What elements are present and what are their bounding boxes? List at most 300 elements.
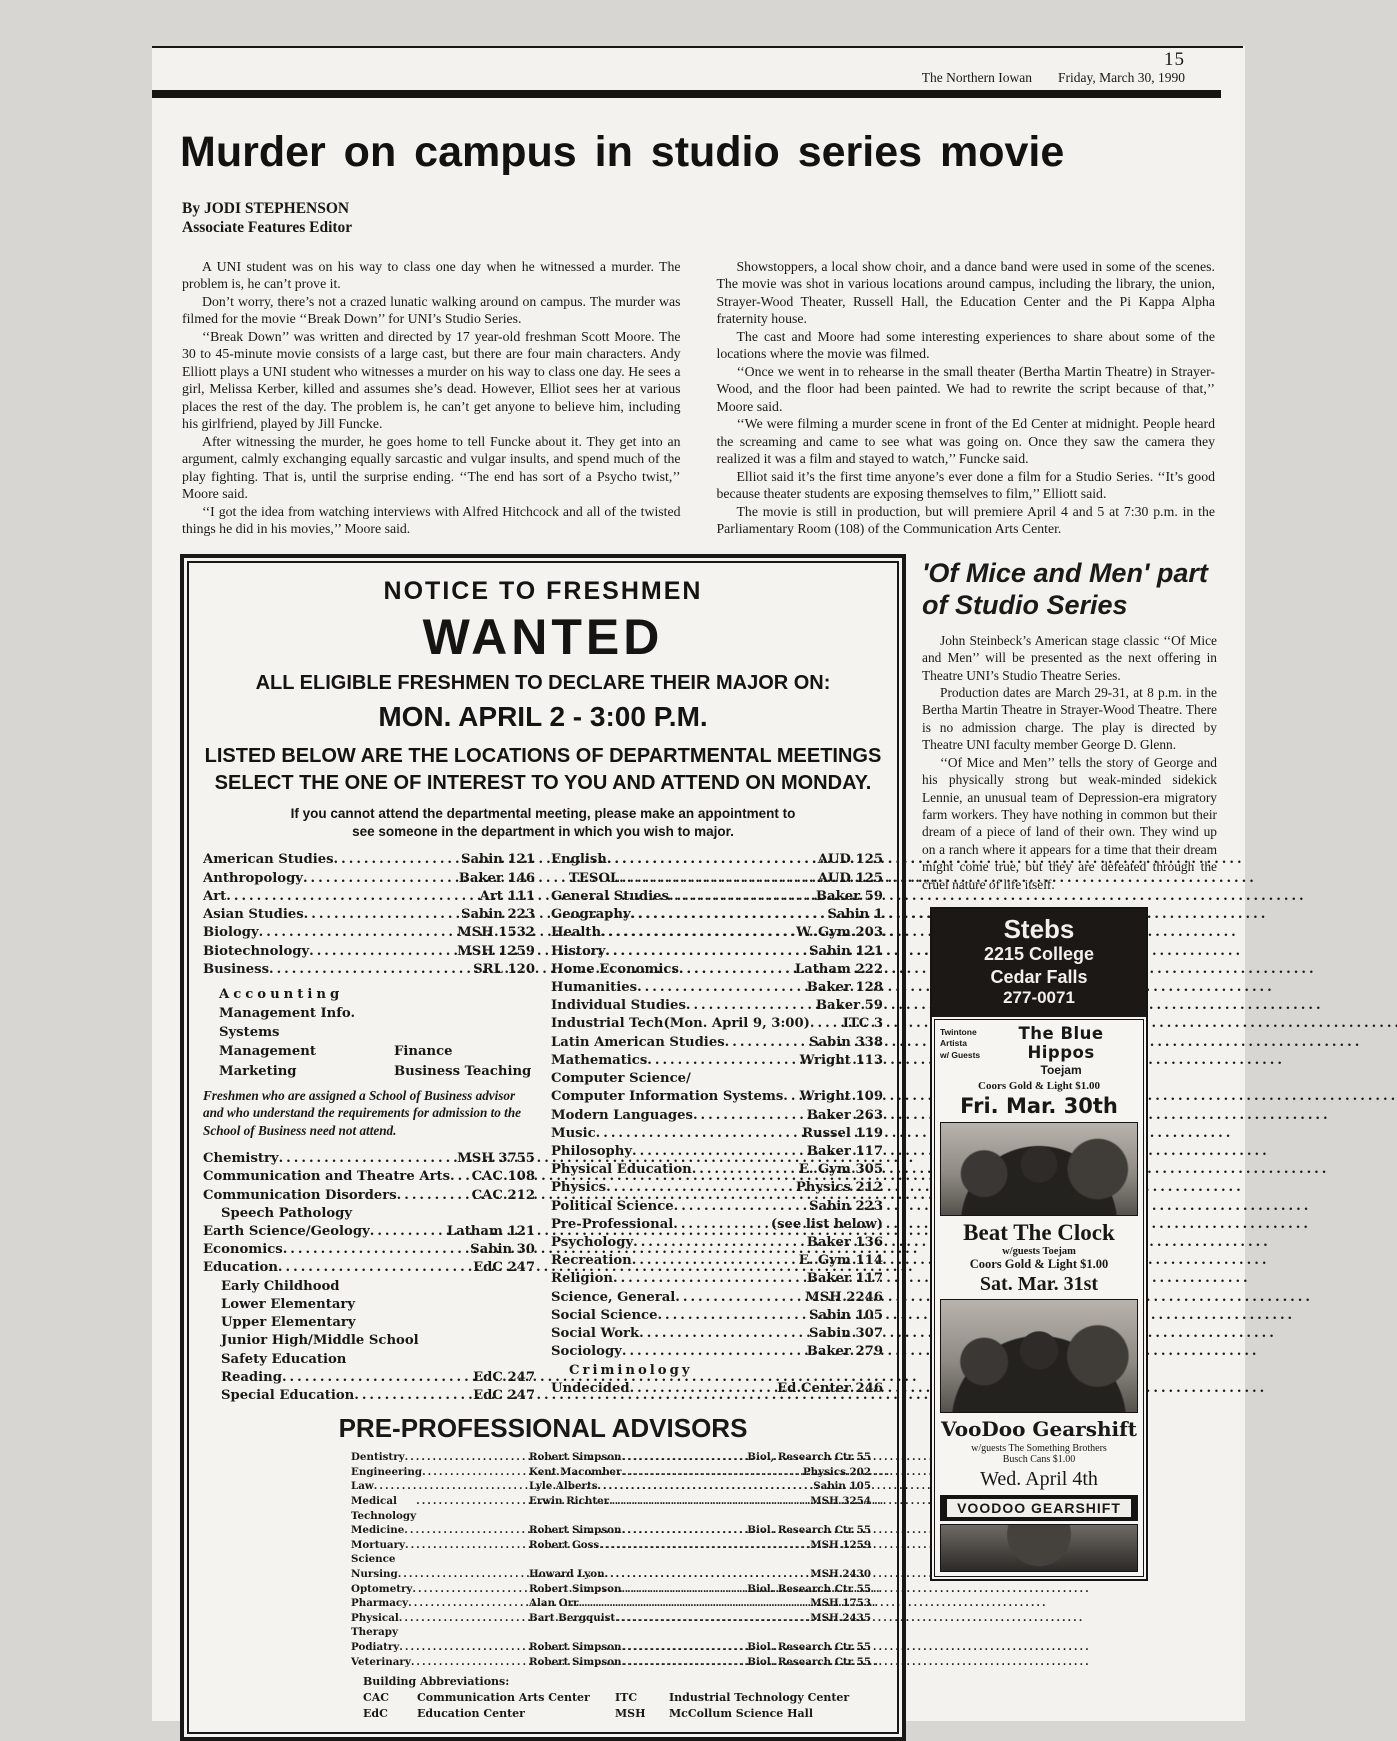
drink-special: Coors Gold & Light $1.00: [978, 1079, 1100, 1092]
advisor-area-cell: [351, 1494, 529, 1523]
department-name: Home Economics: [551, 961, 679, 977]
advisor-row: [351, 1465, 871, 1480]
dot-leader: [408, 1596, 519, 1611]
dot-leader: [279, 1150, 458, 1168]
advisor-area-cell: [351, 1450, 529, 1465]
department-row: [203, 1150, 535, 1168]
band-name: The Blue Hippos: [1018, 1023, 1104, 1062]
department-row: [203, 1259, 535, 1277]
pair-value: Industrial Technology Center: [669, 1691, 850, 1705]
department-row: [203, 1278, 535, 1296]
department-location: Physics 212: [795, 1180, 883, 1196]
department-row: [203, 1241, 535, 1259]
department-row: [551, 888, 883, 906]
department-row: [551, 1125, 883, 1143]
advisor-area: Medicine: [351, 1524, 405, 1537]
advisor-area-cell: [351, 1655, 529, 1670]
dot-leader: [657, 1307, 809, 1325]
article-body: [182, 258, 1215, 538]
department-location: Sabin 223: [460, 907, 535, 923]
advisor-name: Robert Simpson: [529, 1655, 622, 1668]
advisor-area: Dentistry: [351, 1451, 405, 1464]
department-row: [203, 1332, 535, 1350]
credit-line: w/ Guests: [940, 1049, 981, 1060]
dot-leader: [370, 1223, 447, 1241]
department-location: (see list below): [770, 1216, 883, 1232]
dot-leader: [630, 1380, 778, 1398]
advisor-location: MSH 2435: [810, 1611, 871, 1624]
dot-leader: [622, 1450, 748, 1465]
department-location: EdC 247: [473, 1260, 535, 1276]
department-row: [551, 1289, 883, 1307]
dot-leader: [675, 1289, 805, 1307]
department-row: [551, 1107, 883, 1125]
show-date: Fri. Mar. 30th: [960, 1093, 1118, 1118]
dot-leader: [405, 1538, 519, 1567]
department-row: [551, 1088, 883, 1106]
department-row: [551, 997, 883, 1015]
department-name: Computer Information Systems: [551, 1089, 784, 1105]
department-name: Education: [203, 1260, 278, 1276]
department-location: Baker 128: [806, 979, 883, 995]
stebs-address: 2215 College: [983, 944, 1095, 965]
dot-leader: [607, 851, 818, 869]
advisor-area-cell: [351, 1479, 529, 1494]
advisor-name: Alan Orr: [529, 1597, 579, 1610]
department-name: Pre-Professional: [551, 1216, 674, 1232]
advisor-row: [351, 1611, 871, 1640]
advisor-area: Physical Therapy: [351, 1611, 399, 1639]
advisor-area: Law: [351, 1480, 374, 1493]
dot-leader: [282, 1369, 473, 1387]
pair-value: Finance: [394, 1044, 453, 1060]
department-name: Individual Studies: [551, 998, 686, 1014]
department-row: [551, 851, 883, 869]
department-location: MSH 1532: [457, 925, 535, 941]
paragraph: Showstoppers, a local show choir, and a dance band were used in some of the scenes. The movie was shot in various locations around campus, including the library, the union, Strayer-Wood Theater, Russell Hall, the Education Center and the Pi Kappa Alpha fraternity house.: [716, 258, 1215, 327]
advisor-area-cell: [351, 1611, 529, 1640]
dot-leader: [673, 1216, 771, 1234]
department-row: [551, 1052, 883, 1070]
credit-line: Twintone: [940, 1026, 977, 1037]
department-name: Special Education: [221, 1387, 355, 1403]
advisor-row: [351, 1494, 871, 1523]
department-location: Baker 117: [806, 1271, 883, 1287]
department-location: AUD 125: [817, 852, 883, 868]
department-name: Lower Elementary: [221, 1296, 355, 1312]
department-row: [203, 1314, 535, 1332]
advisor-area: Engineering: [351, 1465, 423, 1478]
paragraph: Elliot said it’s the first time anyone’s ever done a film for a Studio Series. ‘‘It’s good because theater students are exposing themselves to film,’’ Elliott said.: [716, 468, 1215, 502]
advisor-location: MSH 1753: [810, 1597, 871, 1610]
department-row: [551, 1198, 883, 1216]
department-row: [551, 961, 883, 979]
ad-instruction-line-2: SELECT THE ONE OF INTEREST TO YOU AND ATTEND ON MONDAY.: [214, 772, 872, 794]
pair-key: ITC: [615, 1691, 638, 1705]
advisors-title: PRE-PROFESSIONAL ADVISORS: [338, 1413, 748, 1444]
department-row: [551, 1380, 883, 1398]
dot-leader: [605, 943, 809, 961]
dot-leader: [679, 961, 795, 979]
dot-leader: [269, 961, 473, 979]
dot-leader: [621, 1465, 803, 1480]
show-credits: [940, 1024, 980, 1077]
dot-leader: [783, 1088, 800, 1106]
department-name: Mathematics: [551, 1052, 648, 1068]
advisor-location: MSH 3254: [810, 1495, 871, 1507]
business-majors: [219, 985, 535, 1081]
department-location: MSH 1259: [457, 943, 535, 959]
department-row: [203, 1168, 535, 1186]
ad-instruction-line-1: LISTED BELOW ARE THE LOCATIONS OF DEPARTMENTAL MEETINGS: [204, 745, 882, 767]
department-location: Ed Center 246: [777, 1380, 883, 1396]
dot-leader: [622, 1343, 807, 1361]
department-row: [551, 1325, 883, 1343]
dot-leader: [693, 1107, 807, 1125]
band-name: VooDoo Gearshift: [941, 1416, 1137, 1441]
department-location: Sabin 338: [808, 1034, 883, 1050]
department-row: [203, 943, 535, 961]
business-note: Freshmen who are assigned a School of Business advisor and who understand the requirements for admission to the School of Business need not attend.: [203, 1087, 522, 1139]
department-name: Criminology: [569, 1362, 693, 1378]
advisor-name: Bart Bergquist: [529, 1611, 616, 1624]
ad-subtitle: ALL ELIGIBLE FRESHMEN TO DECLARE THEIR MAJOR ON:: [255, 672, 831, 694]
stebs-phone: 277-0071: [1003, 988, 1075, 1008]
advisor-location: Biol. Research Ctr 55: [747, 1582, 871, 1595]
department-name: Art: [203, 888, 227, 904]
department-location: E. Gym 305: [798, 1162, 883, 1178]
byline-author: By JODI STEPHENSON: [182, 200, 350, 217]
dot-leader: [399, 1640, 519, 1655]
advisor-name: Robert Simpson: [529, 1451, 622, 1464]
pair-value: McCollum Science Hall: [669, 1707, 814, 1721]
dot-leader: [622, 1640, 748, 1655]
department-row: [551, 1179, 883, 1197]
paragraph: The movie is still in production, but will premiere April 4 and 5 at 7:30 p.m. in the Parliamentary Room (108) of the Communication Arts Center.: [716, 503, 1215, 537]
department-row: [203, 961, 535, 979]
advisor-name: Robert Simpson: [529, 1641, 622, 1654]
department-location: EdC 247: [473, 1387, 535, 1403]
pair-value: Communication Arts Center: [417, 1691, 590, 1705]
dot-leader: [416, 1494, 519, 1523]
article-headline: Murder on campus in studio series movie: [180, 128, 1065, 176]
department-row: [551, 1143, 883, 1161]
department-name: Speech Pathology: [221, 1205, 353, 1221]
issue-date: Friday, March 30, 1990: [1058, 70, 1185, 85]
department-location: Sabin 121: [808, 943, 883, 959]
advisors-table: [351, 1450, 871, 1669]
stebs-body: [934, 1019, 1144, 1577]
department-location: EdC 247: [473, 1369, 535, 1385]
dot-leader: [278, 1259, 473, 1277]
department-row: [551, 906, 883, 924]
article-column-left: [182, 258, 681, 538]
department-name: Junior High/Middle School: [221, 1333, 419, 1349]
department-location: Sabin 121: [460, 852, 535, 868]
department-name: Biology: [203, 925, 259, 941]
dot-leader: [450, 1168, 472, 1186]
department-row: [551, 1343, 883, 1361]
dot-leader: [405, 1450, 519, 1465]
sidebar-article: [922, 632, 1217, 893]
drink-special: Coors Gold & Light $1.00: [969, 1256, 1109, 1271]
advisor-location: Sabin 105: [813, 1480, 871, 1493]
department-row: [203, 906, 535, 924]
department-location: MSH 2246: [805, 1289, 883, 1305]
advisor-row: [351, 1567, 871, 1582]
department-location: Baker 279: [806, 1344, 883, 1360]
dot-leader: [674, 1198, 809, 1216]
advisor-location: Biol. Research Ctr 55: [747, 1655, 871, 1668]
department-row: [203, 1296, 535, 1314]
department-row: [203, 1351, 535, 1369]
dot-leader: [226, 888, 479, 906]
voodoo-banner: [940, 1495, 1138, 1521]
department-name: Physics: [551, 1180, 607, 1196]
advisor-area-cell: [351, 1640, 529, 1655]
department-row: [203, 1369, 535, 1387]
building-abbreviations: [363, 1675, 883, 1722]
department-row: [203, 1387, 535, 1405]
advisor-row: [351, 1538, 871, 1567]
paragraph: Don’t worry, there’s not a crazed lunatic walking around on campus. The murder was filmed for the movie ‘‘Break Down’’ for UNI’s Studio Series.: [182, 293, 681, 327]
department-location: Baker 136: [806, 1235, 883, 1251]
advisor-area: Veterinary: [351, 1655, 411, 1668]
department-location: Russel 119: [802, 1125, 883, 1141]
pair-key: Marketing: [219, 1063, 297, 1079]
advisor-row: [351, 1640, 871, 1655]
department-name: Upper Elementary: [221, 1315, 356, 1331]
department-listing: [203, 851, 883, 1405]
department-location: Baker 59: [815, 998, 883, 1014]
department-name: Economics: [203, 1242, 283, 1258]
department-location: Baker 146: [458, 870, 535, 886]
band-name: Beat The Clock: [963, 1219, 1115, 1245]
dot-leader: [725, 1034, 809, 1052]
advisor-name: Kent Macomber: [529, 1465, 622, 1478]
newspaper-page: [152, 46, 1245, 1721]
dot-leader: [303, 870, 459, 888]
stebs-header: [932, 909, 1146, 1017]
dot-leader: [686, 997, 816, 1015]
advisor-row: [351, 1655, 871, 1670]
department-name: Undecided: [551, 1380, 630, 1396]
department-location: Sabin 30: [470, 1242, 535, 1258]
paragraph: A UNI student was on his way to class one day when he witnessed a murder. The problem is, he can’t prove it.: [182, 258, 681, 292]
department-location: Baker 59: [815, 888, 883, 904]
page-header: [152, 48, 1245, 90]
department-name: Modern Languages: [551, 1107, 693, 1123]
department-name: Asian Studies: [203, 907, 304, 923]
department-row: [203, 924, 535, 942]
department-row: [551, 1161, 883, 1179]
header-bar: [152, 90, 1221, 98]
department-name: Computer Science/: [551, 1071, 691, 1087]
guest-band: Toejam: [1040, 1062, 1082, 1077]
department-name: Latin American Studies: [551, 1034, 725, 1050]
sidebar: [906, 554, 1217, 1581]
dot-leader: [374, 1479, 519, 1494]
department-name: Communication Disorders: [203, 1187, 397, 1203]
department-row: [203, 1187, 535, 1205]
advisor-name: Erwin Richter: [529, 1495, 610, 1507]
department-column-left: [203, 851, 535, 1405]
advisor-name: Lyle Alberts: [529, 1480, 598, 1493]
pair-value: Business Teaching: [394, 1063, 532, 1079]
department-list-left-a: [203, 851, 535, 979]
stebs-name: Stebs: [1003, 914, 1075, 945]
department-row: [551, 1252, 883, 1270]
department-name: Anthropology: [203, 870, 303, 886]
guest-band: w/guests Toejam: [1002, 1245, 1076, 1257]
department-row: [551, 1270, 883, 1288]
department-location: Latham 121: [446, 1223, 535, 1239]
advisor-row: [351, 1523, 871, 1538]
advisor-location: Physics 202: [802, 1465, 871, 1478]
advisor-area: Pharmacy: [351, 1597, 409, 1610]
pair-key: Accounting: [219, 986, 344, 1002]
band-photo: [940, 1122, 1138, 1216]
pair-key: MSH: [615, 1707, 646, 1721]
department-name: Psychology: [551, 1235, 634, 1251]
advisor-area-cell: [351, 1538, 529, 1567]
advisor-row: [351, 1479, 871, 1494]
paragraph: Production dates are March 29-31, at 8 p.m. in the Bertha Martin Theatre in Strayer-Wood Theatre. There is no admission charge. The play is directed by Theatre UNI faculty member George D. Glenn.: [922, 684, 1217, 753]
dot-leader: [622, 1523, 748, 1538]
department-name: General Studies: [551, 888, 669, 904]
department-row: [551, 1034, 883, 1052]
article-column-right: [717, 258, 1216, 538]
paragraph: The cast and Moore had some interesting experiences to share about some of the locations where the movie was filmed.: [716, 328, 1215, 362]
advisor-location: Biol, Research Ctr 55: [747, 1451, 871, 1464]
dot-leader: [606, 1179, 796, 1197]
dot-leader: [609, 1494, 810, 1523]
advisor-area: Nursing: [351, 1568, 398, 1581]
drink-special: Busch Cans $1.00: [1002, 1453, 1076, 1465]
dot-leader: [669, 888, 816, 906]
department-name: Reading: [221, 1369, 282, 1385]
department-list-left-b: [203, 1150, 535, 1405]
dot-leader: [422, 1465, 519, 1480]
department-name: American Studies: [203, 852, 334, 868]
advisor-location: MSH 2430: [810, 1568, 871, 1581]
department-name: Health: [551, 925, 602, 941]
dot-leader: [639, 1325, 809, 1343]
department-name: Communication and Theatre Arts: [203, 1169, 451, 1185]
abbreviations-title: Building Abbreviations:: [363, 1675, 510, 1689]
dot-leader: [578, 1596, 810, 1611]
ad-notice-line: NOTICE TO FRESHMEN: [383, 577, 703, 605]
advisor-area: Optometry: [351, 1582, 413, 1595]
abbreviations-grid: [363, 1690, 883, 1722]
dot-leader: [334, 851, 461, 869]
department-name: Philosophy: [551, 1143, 633, 1159]
paragraph: ‘‘We were filming a murder scene in front of the Ed Center at midnight. People heard the screaming and came to see what was going on. Once they saw the camera they realized it was a film and stayed to watch,’’ Funcke said.: [716, 416, 1215, 467]
page-number: 15: [1164, 49, 1185, 70]
department-row: [551, 1307, 883, 1325]
advisor-name: Robert Goss: [529, 1538, 600, 1551]
department-location: CAC 212: [471, 1187, 535, 1203]
department-name: Sociology: [551, 1344, 622, 1360]
advisor-location: Biol. Research Ctr 55: [747, 1524, 871, 1537]
dot-leader: [283, 1241, 470, 1259]
show-blue-hippos: [940, 1024, 1138, 1077]
department-name: Business: [203, 961, 269, 977]
department-name: Geography: [551, 907, 631, 923]
masthead: The Northern Iowan: [921, 70, 1033, 85]
department-location: SRL 120: [473, 961, 535, 977]
dot-leader: [412, 1582, 519, 1597]
advisor-area: Medical Technology: [351, 1495, 417, 1522]
dot-leader: [632, 1252, 799, 1270]
dot-leader: [399, 1611, 519, 1640]
department-name: Science, General: [551, 1289, 676, 1305]
ad-inner: [187, 561, 899, 1734]
department-location: E. Gym 114: [798, 1253, 883, 1269]
guest-band: w/guests The Something Brothers: [971, 1442, 1107, 1454]
byline-title: Associate Features Editor: [182, 219, 353, 237]
dot-leader: [619, 870, 818, 888]
dot-leader: [598, 1479, 814, 1494]
department-column-right: [551, 851, 883, 1405]
department-location: Sabin 105: [808, 1307, 883, 1323]
department-location: Sabin 1: [827, 907, 883, 923]
paragraph: John Steinbeck’s American stage classic ‘‘Of Mice and Men’’ will be presented as the next offering in Theatre UNI’s Studio Theatre Series.: [922, 632, 1217, 683]
department-name: English: [551, 852, 607, 868]
stebs-city: Cedar Falls: [990, 966, 1088, 987]
main-region: [180, 554, 1217, 1741]
department-row: [551, 979, 883, 997]
dot-leader: [398, 1567, 519, 1582]
department-name: Political Science: [551, 1198, 674, 1214]
dot-leader: [615, 1611, 810, 1640]
dot-leader: [404, 1523, 519, 1538]
department-row: [551, 1070, 883, 1088]
paragraph: After witnessing the murder, he goes home to tell Funcke about it. They get into an argument, calmly exchanging equally sarcastic and vulgar insults, and spend much of the play fighting. That is, until the surprise ending. ‘‘The end has sort of a Psycho twist,’’ Moore said.: [182, 433, 681, 502]
department-name: Chemistry: [203, 1151, 279, 1167]
department-row: [203, 1205, 535, 1223]
dot-leader: [692, 1161, 799, 1179]
department-row: [551, 1015, 883, 1033]
stebs-ad: [930, 907, 1148, 1581]
dot-leader: [411, 1655, 519, 1670]
department-row: [551, 943, 883, 961]
byline: [182, 199, 1245, 238]
department-location: Baker 117: [806, 1143, 883, 1159]
department-row: [551, 1234, 883, 1252]
ad-date-line: MON. APRIL 2 - 3:00 P.M.: [378, 701, 708, 732]
dot-leader: [259, 924, 457, 942]
dot-leader: [354, 1387, 473, 1405]
department-location: Latham 222: [794, 961, 883, 977]
pair-key: Management: [219, 1044, 316, 1060]
dot-leader: [637, 979, 807, 997]
paragraph: ‘‘I got the idea from watching interviews with Alfred Hitchcock and all of the twisted things he did in his movies,’’ Moore said.: [182, 503, 681, 537]
department-location: ITC 3: [842, 1016, 883, 1032]
paragraph: ‘‘Of Mice and Men’’ tells the story of George and his physically strong but weak-minded sidekick Lennie, an unusual team of Depression-era migratory farm workers. They have nothing in common but their dream of a piece of land of their own. They wind up on a ranch where it appears for a time that their dream might come true, but they are defeated through the cruel nature of life itself.: [922, 754, 1217, 892]
department-row: [203, 851, 535, 869]
advisor-row: [351, 1596, 871, 1611]
department-row: [203, 888, 535, 906]
department-name: Safety Education: [221, 1351, 347, 1367]
voodoo-banner-text: VOODOO GEARSHIFT: [946, 1498, 1132, 1518]
department-location: Art 111: [479, 888, 535, 904]
pair-key: EdC: [363, 1707, 388, 1721]
dot-leader: [613, 1270, 807, 1288]
department-location: Wright 113: [799, 1052, 883, 1068]
advisor-name: Howard Lyon: [529, 1568, 605, 1581]
department-location: Sabin 307: [808, 1326, 883, 1342]
